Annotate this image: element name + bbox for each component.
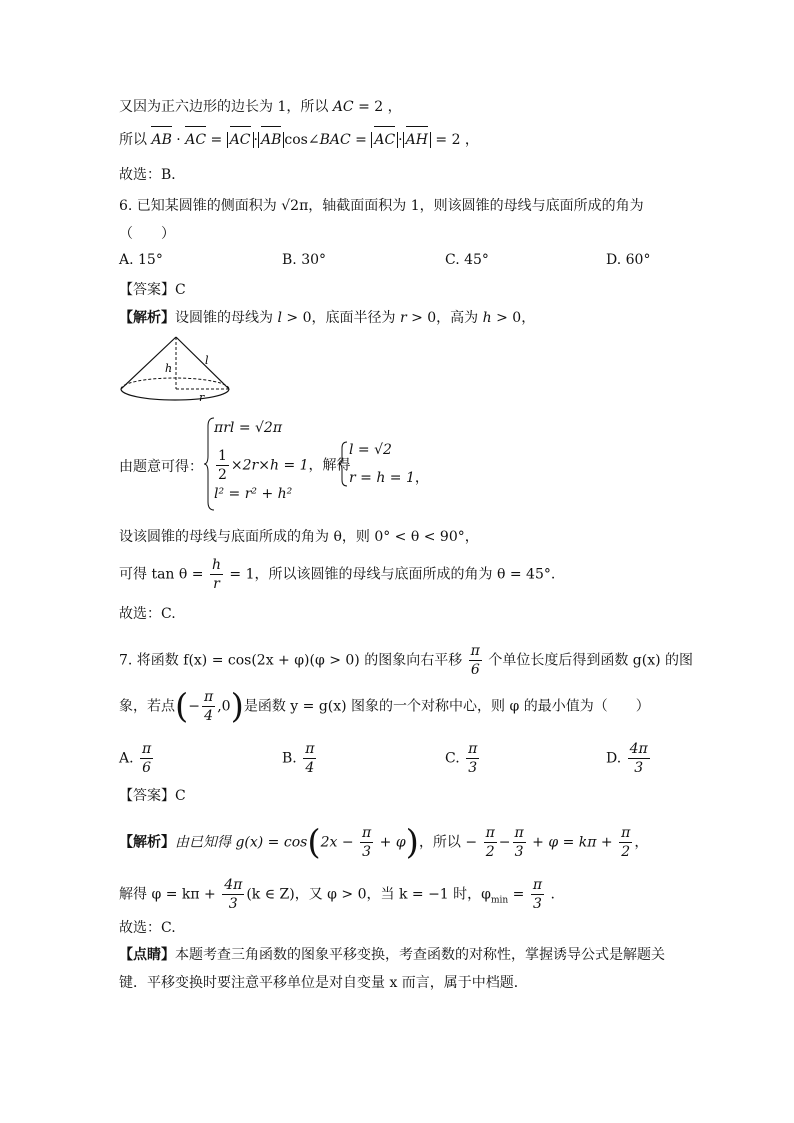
yitike-label: 由题意可得： <box>119 459 203 475</box>
q6-stem <box>119 196 644 216</box>
q6-option-d: D. 60° <box>606 252 651 268</box>
q6-stem-a: 6. 已知某圆锥的侧面积为 <box>119 198 282 214</box>
fig-label-r: r <box>199 391 205 404</box>
min-fraction: $\frac{\pi}{3}$ <box>532 877 543 912</box>
fig-label-l: l <box>205 354 209 367</box>
vec-ac: AC <box>185 132 207 148</box>
analysis-label: 【解析】 <box>119 310 175 326</box>
eq-1: πrl = √2π <box>214 420 283 436</box>
abs-ah: AH <box>405 132 428 148</box>
q7-jie-sub: min <box>490 895 509 906</box>
jie-fraction: $\frac{4\pi}{3}$ <box>224 877 243 912</box>
q7-option-d: D. $\frac{4\pi}{3}$ <box>606 741 648 776</box>
q7-jie <box>119 876 555 913</box>
tan-fraction: $\frac{h}{r}$ <box>211 557 221 592</box>
abs-ac: AC <box>229 132 251 148</box>
sol-2: r = h = 1， <box>349 470 429 486</box>
abs-ac-2: AC <box>374 132 396 148</box>
q7-ana-a: 由已知得 g(x) = cos <box>175 834 308 851</box>
line1-end: = 2 ， <box>353 99 402 115</box>
solve-label: ，解得 <box>308 457 351 474</box>
solution-brace <box>338 440 348 488</box>
point-fraction: $\frac{\pi}{4}$ <box>204 689 214 724</box>
vec-ab: AB <box>151 132 172 148</box>
comment-line-1 <box>119 945 665 965</box>
var-l: l <box>277 310 282 326</box>
q6-root: √2π <box>281 198 309 214</box>
sol-1: l = √2 <box>349 442 392 458</box>
inner-fraction: $\frac{\pi}{3}$ <box>362 825 372 860</box>
q7-answer: 【答案】C <box>119 788 186 804</box>
frac-pi-2b: $\frac{\pi}{2}$ <box>621 825 631 860</box>
q7-option-c: C. $\frac{\pi}{3}$ <box>445 741 478 776</box>
q6-option-b: B. 30° <box>282 252 327 268</box>
q7-stem2-b: 是函数 y = g(x) 图象的一个对称中心，则 φ 的最小值为（ ） <box>243 698 650 715</box>
q7-ana-d: ， <box>634 834 649 851</box>
q7-ana-c: + φ = kπ + <box>527 834 618 851</box>
q7-stem <box>119 642 693 679</box>
line1-text: 又因为正六边形的边长为 1，所以 <box>119 99 333 115</box>
q6-answer: 【答案】C <box>119 282 186 298</box>
q6-option-a: A. 15° <box>119 252 163 268</box>
fig-label-h: h <box>165 362 173 375</box>
ac-var: AC <box>332 99 354 115</box>
text-line-2: 所以 AB · AC = AC · AB cos∠BAC = AC · AH = 2 ， <box>119 132 479 148</box>
comment-line-2: 键．平移变换时要注意平移单位是对自变量 x 而言，属于中档题． <box>119 975 528 991</box>
q7-analysis: 【解析】由已知得 g(x) = cos(2x − $\frac{\pi}{3}$ + φ)，所以 − $\frac{\pi}{2}$ − $\frac{\pi}{3}$ + φ = kπ + $\frac{\pi}{2}$ ， <box>119 822 649 863</box>
q7-stem-2: 象，若点(− $\frac{\pi}{4}$ ,0)是函数 y = g(x) 图象的一个对称中心，则 φ 的最小值为（ ） <box>119 686 650 727</box>
q7-stem2-a: 象，若点 <box>119 698 175 715</box>
tan-line <box>119 556 555 593</box>
q6-paren: （ ） <box>119 226 175 242</box>
q6-select: 故选：C. <box>119 606 176 622</box>
q7-option-b: B. $\frac{\pi}{4}$ <box>282 741 315 776</box>
line2-prefix: 所以 <box>119 132 152 148</box>
eq-2: $\frac{1}{2}$ ×2r×h = 1，解得 <box>218 448 351 483</box>
q7-inner-a: 2x − <box>320 834 359 851</box>
q7-jie-end: . <box>546 886 555 903</box>
q7-jie-b: (k ∈ Z)，又 φ > 0，当 k = −1 时，φ <box>246 886 491 903</box>
angle-bac: BAC <box>319 132 351 148</box>
cos-angle: cos∠ <box>284 132 320 148</box>
eq-3: l² = r² + h² <box>214 486 293 502</box>
line2-end: = 2 ， <box>430 132 479 148</box>
q6-stem-b: ，轴截面面积为 1，则该圆锥的母线与底面所成的角为 <box>308 198 644 214</box>
q6-analysis <box>119 308 535 328</box>
shift-fraction: $\frac{\pi}{6}$ <box>470 643 480 678</box>
q6-option-c: C. 45° <box>445 252 489 268</box>
analysis-a: 设圆锥的母线为 <box>175 310 278 326</box>
abs-ab: AB <box>260 132 282 148</box>
select-b: 故选：B． <box>119 167 186 183</box>
var-r: r <box>399 310 407 326</box>
tan-b: = 1，所以该圆锥的母线与底面所成的角为 θ = 45°. <box>224 566 556 583</box>
theta-line: 设该圆锥的母线与底面所成的角为 θ，则 0° < θ < 90°， <box>119 529 479 545</box>
frac-pi-3: $\frac{\pi}{3}$ <box>514 825 524 860</box>
analysis-b: > 0，底面半径为 <box>281 310 400 326</box>
tan-a: 可得 tan θ = <box>119 566 208 583</box>
q7-stem-a: 7. 将函数 f(x) = cos(2x + φ)(φ > 0) 的图象向右平移 <box>119 652 467 669</box>
comment-label: 【点睛】 <box>119 947 175 963</box>
analysis-d: > 0， <box>491 310 536 326</box>
q7-stem-b: 个单位长度后得到函数 g(x) 的图 <box>483 652 694 669</box>
cone-base-back <box>121 378 229 389</box>
cone-base-front <box>121 389 229 400</box>
var-h: h <box>482 310 492 326</box>
frac-pi-2: $\frac{\pi}{2}$ <box>485 825 495 860</box>
q7-option-a: A. $\frac{\pi}{6}$ <box>119 741 152 776</box>
q7-jie-a: 解得 φ = kπ + <box>119 886 221 903</box>
q7-inner-b: + φ <box>375 834 406 851</box>
text-line-1 <box>119 97 402 117</box>
q7-select: 故选：C. <box>119 920 176 936</box>
analysis-c: > 0，高为 <box>406 310 483 326</box>
cone-figure <box>119 334 231 406</box>
comment-text-1: 本题考查三角函数的图象平移变换，考查函数的对称性，掌握诱导公式是解题关 <box>175 947 665 963</box>
q7-analysis-label: 【解析】 <box>119 834 175 851</box>
cone-right-edge <box>176 337 229 389</box>
q7-jie-c: = <box>508 886 529 903</box>
half-fraction: $\frac{1}{2}$ <box>218 448 227 483</box>
q7-ana-b: ，所以 − <box>418 834 482 851</box>
